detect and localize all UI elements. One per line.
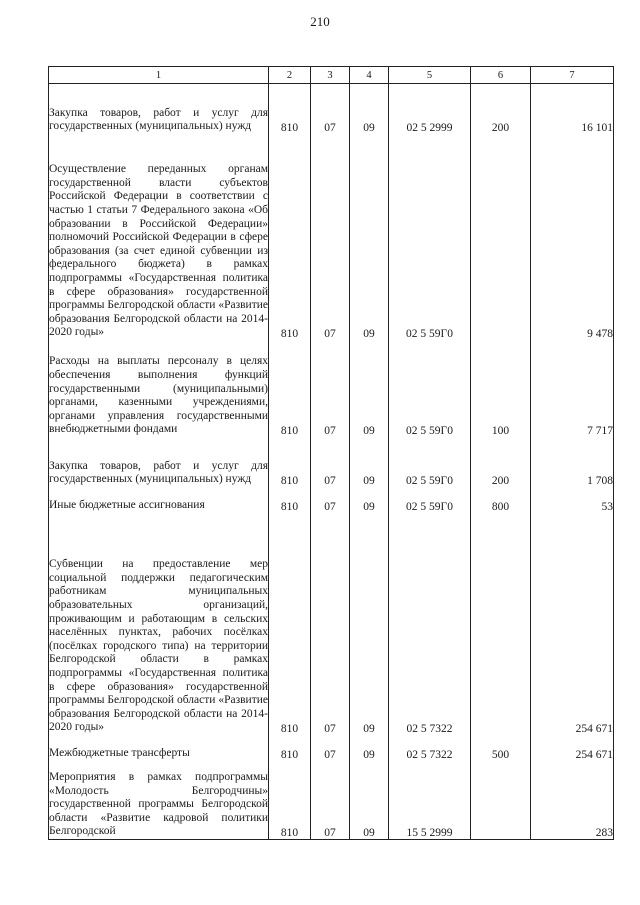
section-code: 07 <box>311 735 350 761</box>
table-row <box>49 340 614 437</box>
target-article: 02 5 2999 <box>389 84 471 135</box>
ministry-code: 810 <box>269 487 311 513</box>
expense-type: 200 <box>471 84 531 135</box>
subsection-code: 09 <box>350 134 389 340</box>
amount: 16 101 <box>531 84 614 135</box>
section-code: 07 <box>311 340 350 437</box>
subsection-code: 09 <box>350 487 389 513</box>
amount: 53 <box>531 487 614 513</box>
expense-type <box>471 513 531 735</box>
expense-type: 500 <box>471 735 531 761</box>
amount: 283 <box>531 761 614 840</box>
row-name: Расходы на выплаты персоналу в целях обеспечения выполнения функций государственными (муниципальными) органами, казенными учреждениями, органами управления государственными внебюджетными фондами <box>49 340 269 437</box>
table-row <box>49 134 614 340</box>
subsection-code: 09 <box>350 761 389 840</box>
amount: 9 478 <box>531 134 614 340</box>
expense-type: 800 <box>471 487 531 513</box>
ministry-code: 810 <box>269 761 311 840</box>
amount: 254 671 <box>531 513 614 735</box>
section-code: 07 <box>311 513 350 735</box>
expense-type <box>471 761 531 840</box>
ministry-code: 810 <box>269 735 311 761</box>
table-row <box>49 84 614 135</box>
row-name: Мероприятия в рамках подпрограммы «Молодость Белгородчины» государственной программы Белгородской области «Развитие кадровой политики Белгородской <box>49 761 269 840</box>
row-name: Иные бюджетные ассигнования <box>49 487 269 513</box>
table-row <box>49 487 614 513</box>
target-article: 02 5 59Г0 <box>389 487 471 513</box>
section-code: 07 <box>311 487 350 513</box>
target-article: 15 5 2999 <box>389 761 471 840</box>
subsection-code: 09 <box>350 513 389 735</box>
section-code: 07 <box>311 134 350 340</box>
row-name: Осуществление переданных органам государственной власти субъектов Российской Федерации в соответствии с частью 1 статьи 7 Федерального закона «Об образовании в Российской Федерации» полномочий Российской Федерации в сфере образования (за счет единой субвенции из федерального бюджета) в рамках подпрограммы «Государственная политика в сфере образования» государственной программы Белгородской области «Развитие образования Белгородской области на 2014-2020 годы» <box>49 134 269 340</box>
target-article: 02 5 59Г0 <box>389 437 471 487</box>
table-row <box>49 735 614 761</box>
header-row <box>49 67 614 84</box>
ministry-code: 810 <box>269 340 311 437</box>
column-header: 2 <box>269 67 311 84</box>
subsection-code: 09 <box>350 84 389 135</box>
subsection-code: 09 <box>350 437 389 487</box>
expense-type: 200 <box>471 437 531 487</box>
table-row <box>49 513 614 735</box>
column-header: 6 <box>471 67 531 84</box>
amount: 7 717 <box>531 340 614 437</box>
ministry-code: 810 <box>269 134 311 340</box>
ministry-code: 810 <box>269 437 311 487</box>
section-code: 07 <box>311 437 350 487</box>
row-name: Субвенции на предоставление мер социальной поддержки педагогическим работникам муниципальных образовательных организаций, проживающим и работающим в сельских населённых пунктах, рабочих посёлках (посёлках городского типа) на территории Белгородской области в рамках подпрограммы «Государственная политика в сфере образования» государственной программы Белгородской области «Развитие образования Белгородской области на 2014-2020 годы» <box>49 513 269 735</box>
target-article: 02 5 7322 <box>389 513 471 735</box>
expense-type: 100 <box>471 340 531 437</box>
budget-table <box>48 66 614 840</box>
page-number: 210 <box>310 14 330 29</box>
row-name: Закупка товаров, работ и услуг для государственных (муниципальных) нужд <box>49 437 269 487</box>
ministry-code: 810 <box>269 84 311 135</box>
target-article: 02 5 7322 <box>389 735 471 761</box>
target-article: 02 5 59Г0 <box>389 134 471 340</box>
row-name: Закупка товаров, работ и услуг для государственных (муниципальных) нужд <box>49 84 269 135</box>
subsection-code: 09 <box>350 735 389 761</box>
section-code: 07 <box>311 84 350 135</box>
column-header: 5 <box>389 67 471 84</box>
table-row <box>49 761 614 840</box>
column-header: 7 <box>531 67 614 84</box>
section-code: 07 <box>311 761 350 840</box>
ministry-code: 810 <box>269 513 311 735</box>
column-header: 1 <box>49 67 269 84</box>
expense-type <box>471 134 531 340</box>
column-header: 4 <box>350 67 389 84</box>
target-article: 02 5 59Г0 <box>389 340 471 437</box>
column-header: 3 <box>311 67 350 84</box>
amount: 1 708 <box>531 437 614 487</box>
row-name: Межбюджетные трансферты <box>49 735 269 761</box>
table-row <box>49 437 614 487</box>
subsection-code: 09 <box>350 340 389 437</box>
amount: 254 671 <box>531 735 614 761</box>
